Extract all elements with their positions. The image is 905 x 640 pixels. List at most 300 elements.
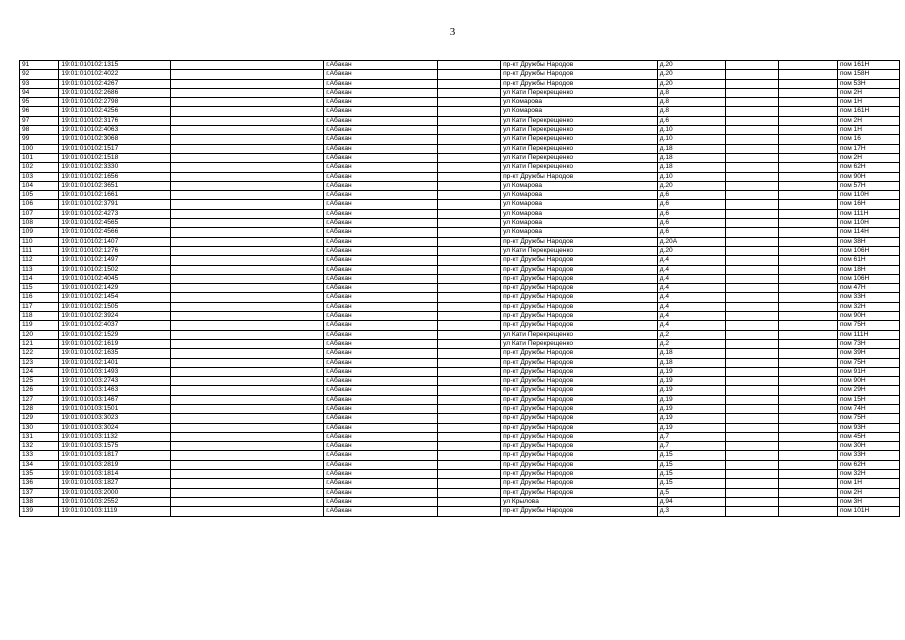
cadastral-number-cell: 19:01:010103:1501 [59,404,171,413]
premises-cell: пом 90Н [837,312,899,321]
blank-cell [438,61,501,70]
house-cell: д.15 [657,451,726,460]
blank-cell [779,451,838,460]
city-cell: г.Абакан [324,163,438,172]
street-cell: ул Кати Перекрещенко [501,144,658,153]
blank-cell [170,144,323,153]
cadastral-number-cell: 19:01:010102:3651 [59,181,171,190]
street-cell: пр-кт Дружбы Народов [501,386,658,395]
blank-cell [438,153,501,162]
premises-cell: пом 110Н [837,191,899,200]
row-number-cell: 94 [20,88,59,97]
blank-cell [779,432,838,441]
blank-cell [438,497,501,506]
street-cell: пр-кт Дружбы Народов [501,293,658,302]
city-cell: г.Абакан [324,107,438,116]
blank-cell [726,246,779,255]
blank-cell [779,98,838,107]
house-cell: д.8 [657,88,726,97]
city-cell: г.Абакан [324,116,438,125]
premises-cell: пом 39Н [837,349,899,358]
premises-cell: пом 2Н [837,116,899,125]
city-cell: г.Абакан [324,470,438,479]
blank-cell [779,163,838,172]
blank-cell [438,107,501,116]
premises-cell: пом 2Н [837,153,899,162]
blank-cell [726,293,779,302]
premises-cell: пом 53Н [837,79,899,88]
cadastral-number-cell: 19:01:010103:1575 [59,442,171,451]
blank-cell [726,228,779,237]
blank-cell [438,507,501,516]
street-cell: ул Комарова [501,209,658,218]
blank-cell [779,386,838,395]
table-row [20,219,900,228]
house-cell: д.15 [657,470,726,479]
blank-cell [170,293,323,302]
table-row [20,451,900,460]
street-cell: ул Комарова [501,107,658,116]
city-cell: г.Абакан [324,488,438,497]
blank-cell [726,479,779,488]
cadastral-number-cell: 19:01:010102:1429 [59,284,171,293]
blank-cell [438,191,501,200]
blank-cell [170,414,323,423]
premises-cell: пом 73Н [837,339,899,348]
blank-cell [779,135,838,144]
blank-cell [438,79,501,88]
blank-cell [779,191,838,200]
blank-cell [726,256,779,265]
blank-cell [170,358,323,367]
cadastral-number-cell: 19:01:010102:2798 [59,98,171,107]
table-row [20,256,900,265]
house-cell: д.7 [657,442,726,451]
house-cell: д.4 [657,265,726,274]
premises-cell: пом 90Н [837,172,899,181]
blank-cell [726,200,779,209]
premises-cell: пом 38Н [837,237,899,246]
blank-cell [438,135,501,144]
blank-cell [726,61,779,70]
blank-cell [438,181,501,190]
street-cell: ул Комарова [501,228,658,237]
house-cell: д.2 [657,339,726,348]
blank-cell [170,451,323,460]
blank-cell [438,228,501,237]
street-cell: пр-кт Дружбы Народов [501,451,658,460]
cadastral-number-cell: 19:01:010103:2819 [59,460,171,469]
table-row [20,228,900,237]
premises-cell: пом 16Н [837,200,899,209]
cadastral-number-cell: 19:01:010102:1656 [59,172,171,181]
blank-cell [170,153,323,162]
blank-cell [170,209,323,218]
table-row [20,200,900,209]
row-number-cell: 118 [20,312,59,321]
premises-cell: пом 90Н [837,377,899,386]
city-cell: г.Абакан [324,181,438,190]
table-row [20,126,900,135]
city-cell: г.Абакан [324,237,438,246]
blank-cell [438,265,501,274]
cadastral-number-cell: 19:01:010102:4267 [59,79,171,88]
blank-cell [438,312,501,321]
row-number-cell: 120 [20,330,59,339]
row-number-cell: 108 [20,219,59,228]
house-cell: д.18 [657,349,726,358]
city-cell: г.Абакан [324,200,438,209]
blank-cell [438,451,501,460]
table-row [20,116,900,125]
blank-cell [438,349,501,358]
blank-cell [726,219,779,228]
city-cell: г.Абакан [324,442,438,451]
blank-cell [779,237,838,246]
premises-cell: пом 45Н [837,432,899,441]
blank-cell [438,367,501,376]
city-cell: г.Абакан [324,274,438,283]
blank-cell [779,321,838,330]
premises-cell: пом 161Н [837,107,899,116]
city-cell: г.Абакан [324,339,438,348]
row-number-cell: 104 [20,181,59,190]
city-cell: г.Абакан [324,209,438,218]
street-cell: пр-кт Дружбы Народов [501,367,658,376]
premises-cell: пом 106Н [837,246,899,255]
blank-cell [779,358,838,367]
blank-cell [726,404,779,413]
blank-cell [779,395,838,404]
blank-cell [438,144,501,153]
blank-cell [170,200,323,209]
premises-cell: пом 111Н [837,330,899,339]
blank-cell [438,116,501,125]
blank-cell [438,163,501,172]
blank-cell [438,256,501,265]
blank-cell [779,172,838,181]
row-number-cell: 101 [20,153,59,162]
row-number-cell: 123 [20,358,59,367]
blank-cell [779,312,838,321]
city-cell: г.Абакан [324,432,438,441]
city-cell: г.Абакан [324,265,438,274]
house-cell: д.4 [657,284,726,293]
row-number-cell: 109 [20,228,59,237]
premises-cell: пом 1Н [837,126,899,135]
blank-cell [726,442,779,451]
street-cell: ул Комарова [501,219,658,228]
blank-cell [726,274,779,283]
house-cell: д.3 [657,507,726,516]
blank-cell [438,284,501,293]
city-cell: г.Абакан [324,330,438,339]
table-row [20,367,900,376]
city-cell: г.Абакан [324,256,438,265]
blank-cell [726,423,779,432]
house-cell: д.6 [657,200,726,209]
blank-cell [170,395,323,404]
city-cell: г.Абакан [324,377,438,386]
row-number-cell: 100 [20,144,59,153]
house-cell: д.15 [657,479,726,488]
blank-cell [438,404,501,413]
city-cell: г.Абакан [324,358,438,367]
city-cell: г.Абакан [324,349,438,358]
blank-cell [779,79,838,88]
premises-cell: пом 2Н [837,488,899,497]
blank-cell [779,126,838,135]
city-cell: г.Абакан [324,153,438,162]
city-cell: г.Абакан [324,246,438,255]
premises-cell: пом 62Н [837,460,899,469]
blank-cell [170,98,323,107]
street-cell: ул Комарова [501,98,658,107]
table-row [20,191,900,200]
blank-cell [170,237,323,246]
row-number-cell: 96 [20,107,59,116]
row-number-cell: 110 [20,237,59,246]
blank-cell [170,423,323,432]
house-cell: д.4 [657,321,726,330]
city-cell: г.Абакан [324,367,438,376]
row-number-cell: 132 [20,442,59,451]
row-number-cell: 116 [20,293,59,302]
blank-cell [779,61,838,70]
cadastral-number-cell: 19:01:010102:4045 [59,274,171,283]
house-cell: д.4 [657,312,726,321]
city-cell: г.Абакан [324,423,438,432]
blank-cell [170,181,323,190]
cadastral-number-cell: 19:01:010102:4566 [59,228,171,237]
blank-cell [726,181,779,190]
row-number-cell: 128 [20,404,59,413]
row-number-cell: 95 [20,98,59,107]
cadastral-number-cell: 19:01:010102:1454 [59,293,171,302]
cadastral-number-cell: 19:01:010102:3176 [59,116,171,125]
premises-cell: пом 75Н [837,321,899,330]
blank-cell [170,488,323,497]
city-cell: г.Абакан [324,451,438,460]
cadastral-number-cell: 19:01:010102:4565 [59,219,171,228]
house-cell: д.19 [657,386,726,395]
cadastral-number-cell: 19:01:010102:4037 [59,321,171,330]
table-row [20,488,900,497]
table-row [20,70,900,79]
cadastral-number-cell: 19:01:010102:1407 [59,237,171,246]
blank-cell [726,107,779,116]
street-cell: пр-кт Дружбы Народов [501,70,658,79]
premises-cell: пом 1Н [837,98,899,107]
blank-cell [779,116,838,125]
blank-cell [170,274,323,283]
cadastral-number-cell: 19:01:010103:3024 [59,423,171,432]
blank-cell [438,358,501,367]
blank-cell [438,246,501,255]
premises-cell: пом 106Н [837,274,899,283]
blank-cell [726,79,779,88]
street-cell: пр-кт Дружбы Народов [501,377,658,386]
blank-cell [170,442,323,451]
blank-cell [726,312,779,321]
city-cell: г.Абакан [324,312,438,321]
street-cell: пр-кт Дружбы Народов [501,479,658,488]
table-row [20,144,900,153]
blank-cell [170,321,323,330]
blank-cell [779,181,838,190]
house-cell: д.10 [657,126,726,135]
table-row [20,442,900,451]
blank-cell [438,470,501,479]
table-row [20,284,900,293]
house-cell: д.7 [657,432,726,441]
blank-cell [438,209,501,218]
table-row [20,88,900,97]
blank-cell [726,507,779,516]
blank-cell [170,88,323,97]
street-cell: пр-кт Дружбы Народов [501,432,658,441]
premises-cell: пом 93Н [837,423,899,432]
row-number-cell: 133 [20,451,59,460]
blank-cell [170,479,323,488]
city-cell: г.Абакан [324,70,438,79]
cadastral-number-cell: 19:01:010102:4022 [59,70,171,79]
blank-cell [726,349,779,358]
house-cell: д.18 [657,163,726,172]
row-number-cell: 111 [20,246,59,255]
house-cell: д.8 [657,107,726,116]
city-cell: г.Абакан [324,88,438,97]
row-number-cell: 139 [20,507,59,516]
table-row [20,312,900,321]
cadastral-number-cell: 19:01:010103:1467 [59,395,171,404]
house-cell: д.15 [657,460,726,469]
cadastral-number-cell: 19:01:010102:3791 [59,200,171,209]
blank-cell [726,284,779,293]
blank-cell [726,70,779,79]
house-cell: д.94 [657,497,726,506]
street-cell: ул Кати Перекрещенко [501,126,658,135]
table-row [20,470,900,479]
cadastral-number-cell: 19:01:010103:3023 [59,414,171,423]
blank-cell [779,209,838,218]
table-row [20,404,900,413]
row-number-cell: 115 [20,284,59,293]
row-number-cell: 135 [20,470,59,479]
street-cell: пр-кт Дружбы Народов [501,470,658,479]
table-row [20,302,900,311]
row-number-cell: 122 [20,349,59,358]
premises-cell: пом 32Н [837,470,899,479]
blank-cell [779,460,838,469]
row-number-cell: 106 [20,200,59,209]
blank-cell [438,321,501,330]
street-cell: ул Кати Перекрещенко [501,135,658,144]
premises-cell: пом 62Н [837,163,899,172]
table-row [20,386,900,395]
premises-cell: пом 2Н [837,88,899,97]
row-number-cell: 137 [20,488,59,497]
premises-cell: пом 61Н [837,256,899,265]
house-cell: д.18 [657,153,726,162]
city-cell: г.Абакан [324,61,438,70]
premises-cell: пом 111Н [837,209,899,218]
blank-cell [726,126,779,135]
blank-cell [170,256,323,265]
premises-cell: пом 101Н [837,507,899,516]
cadastral-number-cell: 19:01:010102:4256 [59,107,171,116]
premises-cell: пом 57Н [837,181,899,190]
blank-cell [726,163,779,172]
blank-cell [726,470,779,479]
street-cell: пр-кт Дружбы Народов [501,172,658,181]
blank-cell [779,497,838,506]
cadastral-number-cell: 19:01:010102:1276 [59,246,171,255]
city-cell: г.Абакан [324,479,438,488]
blank-cell [438,88,501,97]
table-row [20,460,900,469]
blank-cell [170,404,323,413]
blank-cell [726,395,779,404]
blank-cell [726,460,779,469]
city-cell: г.Абакан [324,172,438,181]
city-cell: г.Абакан [324,321,438,330]
blank-cell [779,349,838,358]
blank-cell [779,507,838,516]
premises-cell: пом 33Н [837,293,899,302]
blank-cell [438,479,501,488]
blank-cell [438,98,501,107]
premises-cell: пом 158Н [837,70,899,79]
row-number-cell: 97 [20,116,59,125]
blank-cell [170,284,323,293]
blank-cell [170,79,323,88]
cadastral-number-cell: 19:01:010102:1619 [59,339,171,348]
blank-cell [779,404,838,413]
blank-cell [438,172,501,181]
street-cell: ул Комарова [501,181,658,190]
cadastral-number-cell: 19:01:010103:1814 [59,470,171,479]
blank-cell [170,386,323,395]
row-number-cell: 99 [20,135,59,144]
table-row [20,479,900,488]
blank-cell [438,488,501,497]
page-number: 3 [449,26,456,38]
table-row [20,135,900,144]
cadastral-number-cell: 19:01:010102:1529 [59,330,171,339]
blank-cell [170,432,323,441]
premises-cell: пом 29Н [837,386,899,395]
cadastral-number-cell: 19:01:010103:1827 [59,479,171,488]
table-row [20,79,900,88]
house-cell: д.6 [657,116,726,125]
street-cell: пр-кт Дружбы Народов [501,358,658,367]
blank-cell [779,88,838,97]
blank-cell [170,460,323,469]
table-row [20,330,900,339]
blank-cell [170,302,323,311]
house-cell: д.4 [657,293,726,302]
city-cell: г.Абакан [324,284,438,293]
street-cell: ул Комарова [501,191,658,200]
blank-cell [170,339,323,348]
city-cell: г.Абакан [324,414,438,423]
table-row [20,349,900,358]
blank-cell [438,274,501,283]
city-cell: г.Абакан [324,404,438,413]
cadastral-number-cell: 19:01:010103:2000 [59,488,171,497]
blank-cell [170,107,323,116]
